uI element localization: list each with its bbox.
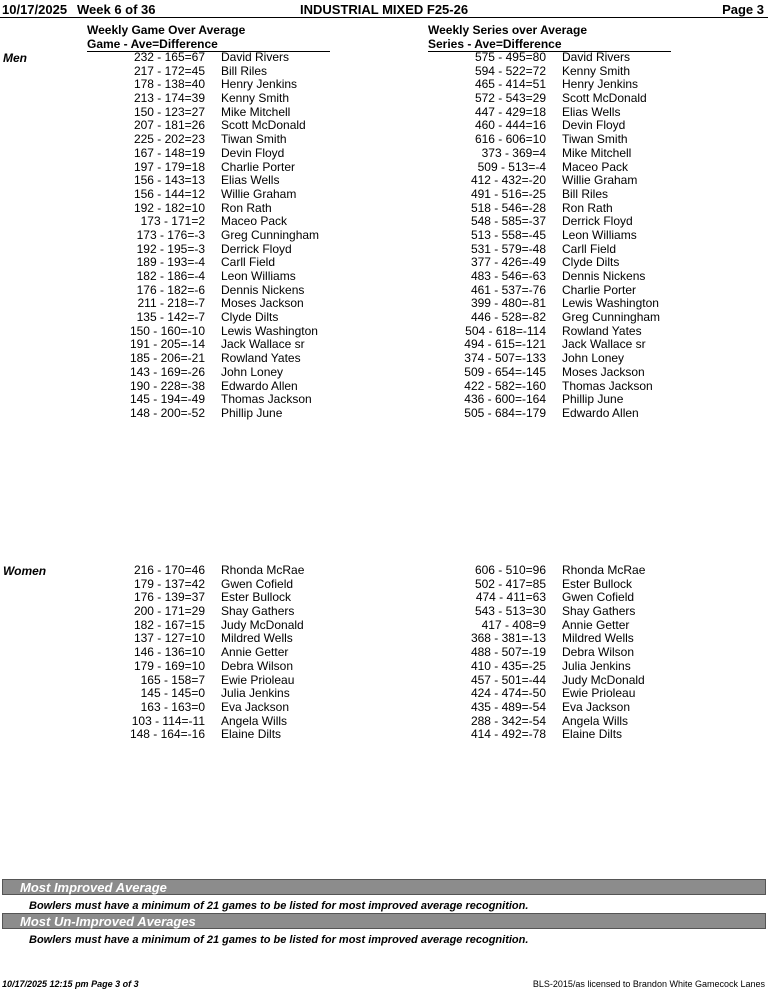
bowler-name: Dennis Nickens xyxy=(562,269,646,283)
list-item xyxy=(80,672,295,688)
bowler-name: Jack Wallace sr xyxy=(562,337,646,352)
most-unimproved-banner: Most Un-Improved Averages xyxy=(2,913,766,929)
score-difference: 145 - 145=0 xyxy=(140,686,205,701)
bowler-name: Judy McDonald xyxy=(221,617,304,632)
list-item xyxy=(420,200,613,216)
bowler-name: David Rivers xyxy=(562,50,631,64)
header-divider xyxy=(0,17,768,18)
list-item xyxy=(80,323,318,339)
score-difference: 179 - 169=10 xyxy=(133,658,205,673)
list-item xyxy=(80,337,305,352)
list-item xyxy=(420,563,646,578)
score-difference: 163 - 163=0 xyxy=(140,699,205,714)
score-difference: 182 - 167=15 xyxy=(133,617,205,632)
bowler-name: Bill Riles xyxy=(221,63,268,78)
bowler-name: Gwen Cofield xyxy=(562,590,635,605)
bowler-name: Bill Riles xyxy=(562,186,609,201)
bowler-name: David Rivers xyxy=(221,50,290,64)
list-item xyxy=(80,563,305,578)
score-difference: 288 - 342=-54 xyxy=(470,713,546,728)
list-item xyxy=(80,590,292,605)
list-item xyxy=(80,241,292,257)
list-item xyxy=(80,713,288,729)
score-difference: 505 - 684=-179 xyxy=(464,405,546,420)
bowler-name: Ester Bullock xyxy=(562,576,633,591)
score-difference: 191 - 205=-14 xyxy=(129,337,205,352)
score-difference: 447 - 429=18 xyxy=(474,104,546,119)
score-difference: 148 - 200=-52 xyxy=(129,405,205,420)
bowler-name: Lewis Washington xyxy=(221,323,318,338)
score-difference: 165 - 158=7 xyxy=(140,672,205,687)
list-item xyxy=(80,159,296,175)
bowler-name: Ewie Prioleau xyxy=(221,672,295,687)
score-difference: 216 - 170=46 xyxy=(133,563,205,577)
list-item xyxy=(420,323,642,339)
list-item xyxy=(80,631,293,646)
score-difference: 211 - 218=-7 xyxy=(137,296,205,311)
score-difference: 457 - 501=-44 xyxy=(470,672,546,687)
bowler-name: Charlie Porter xyxy=(221,159,296,174)
score-difference: 575 - 495=80 xyxy=(474,50,546,64)
list-item xyxy=(80,282,305,298)
list-item xyxy=(80,378,298,394)
score-difference: 182 - 186=-4 xyxy=(136,269,205,283)
bowler-name: Eva Jackson xyxy=(221,699,290,714)
score-difference: 616 - 606=10 xyxy=(474,132,546,147)
list-item xyxy=(80,173,280,188)
score-difference: 185 - 206=-21 xyxy=(129,351,205,366)
bowler-name: Thomas Jackson xyxy=(562,378,653,393)
list-item xyxy=(420,658,631,674)
women-game-list xyxy=(80,563,305,742)
bowler-name: Kenny Smith xyxy=(562,63,631,78)
list-item xyxy=(420,214,633,229)
list-item xyxy=(420,378,653,394)
score-difference: 232 - 165=67 xyxy=(133,50,205,64)
bowler-name: Willie Graham xyxy=(562,173,638,188)
list-item xyxy=(420,351,625,366)
bowler-name: Charlie Porter xyxy=(562,282,637,297)
bowler-name: Greg Cunningham xyxy=(221,227,320,242)
bowler-name: Greg Cunningham xyxy=(562,310,661,325)
score-difference: 417 - 408=9 xyxy=(481,617,546,632)
section-women: Women xyxy=(3,564,47,578)
bowler-name: Carll Field xyxy=(221,255,276,270)
score-difference: 148 - 164=-16 xyxy=(129,727,205,742)
bowler-name: Dennis Nickens xyxy=(221,282,305,297)
score-difference: 494 - 615=-121 xyxy=(464,337,546,352)
game-column-title: Weekly Game Over Average xyxy=(87,23,246,37)
bowler-name: Julia Jenkins xyxy=(562,658,631,673)
score-difference: 461 - 537=-76 xyxy=(470,282,546,297)
bowler-name: Devin Floyd xyxy=(562,118,626,133)
series-column-title: Weekly Series over Average xyxy=(428,23,587,37)
bowler-name: Edwardo Allen xyxy=(221,378,298,393)
list-item xyxy=(80,727,282,742)
score-difference: 167 - 148=19 xyxy=(133,145,205,160)
bowler-name: Elias Wells xyxy=(221,173,280,188)
list-item xyxy=(420,405,639,421)
bowler-name: Carll Field xyxy=(562,241,617,256)
score-difference: 446 - 528=-82 xyxy=(470,310,546,325)
list-item xyxy=(80,132,287,147)
score-difference: 207 - 181=26 xyxy=(133,118,205,133)
list-item xyxy=(80,269,296,284)
bowler-name: Tiwan Smith xyxy=(562,132,628,147)
score-difference: 173 - 171=2 xyxy=(140,214,205,229)
bowler-name: Shay Gathers xyxy=(562,604,636,619)
bowler-name: Mike Mitchell xyxy=(562,145,632,160)
most-improved-banner: Most Improved Average xyxy=(2,879,766,895)
bowler-name: Debra Wilson xyxy=(562,645,635,660)
list-item xyxy=(420,241,617,257)
list-item xyxy=(420,645,635,660)
list-item xyxy=(420,186,609,202)
bowler-name: Edwardo Allen xyxy=(562,405,639,420)
bowler-name: Phillip June xyxy=(562,392,624,407)
score-difference: 460 - 444=16 xyxy=(474,118,546,133)
score-difference: 414 - 492=-78 xyxy=(470,727,546,742)
list-item xyxy=(80,686,290,701)
score-difference: 217 - 172=45 xyxy=(133,63,205,78)
list-item xyxy=(80,658,294,674)
score-difference: 548 - 585=-37 xyxy=(470,214,546,229)
bowler-name: Angela Wills xyxy=(221,713,288,728)
score-difference: 179 - 137=42 xyxy=(133,576,205,591)
bowler-name: Moses Jackson xyxy=(221,296,304,311)
score-difference: 373 - 369=4 xyxy=(481,145,546,160)
bowler-name: Leon Williams xyxy=(562,227,637,242)
bowler-name: Devin Floyd xyxy=(221,145,285,160)
list-item xyxy=(420,672,645,688)
score-difference: 213 - 174=39 xyxy=(133,91,205,106)
score-difference: 377 - 426=-49 xyxy=(470,255,546,270)
score-difference: 594 - 522=72 xyxy=(474,63,546,78)
list-item xyxy=(80,118,306,133)
score-difference: 422 - 582=-160 xyxy=(464,378,546,393)
bowler-name: Gwen Cofield xyxy=(221,576,294,591)
section-men: Men xyxy=(3,51,27,65)
score-difference: 192 - 182=10 xyxy=(133,200,205,215)
bowler-name: Maceo Pack xyxy=(221,214,288,229)
report-date: 10/17/2025 xyxy=(2,2,68,17)
list-item xyxy=(80,364,284,380)
bowler-name: Scott McDonald xyxy=(221,118,306,133)
footer-license: BLS-2015/as licensed to Brandon White Gamecock Lanes xyxy=(532,979,765,989)
most-improved-note: Bowlers must have a minimum of 21 games to be listed for most improved average recognition. xyxy=(29,900,529,912)
list-item xyxy=(420,364,645,380)
list-item xyxy=(420,77,639,92)
score-difference: 436 - 600=-164 xyxy=(464,392,546,407)
list-item xyxy=(420,617,630,633)
list-item xyxy=(80,351,301,366)
bowler-name: Ron Rath xyxy=(221,200,272,215)
bowler-name: Tiwan Smith xyxy=(221,132,287,147)
bowler-name: Thomas Jackson xyxy=(221,392,312,407)
bowler-name: Elaine Dilts xyxy=(562,727,623,742)
bowler-name: Henry Jenkins xyxy=(221,77,298,92)
score-difference: 513 - 558=-45 xyxy=(470,227,546,242)
score-difference: 190 - 228=-38 xyxy=(129,378,205,393)
list-item xyxy=(420,604,636,619)
list-item xyxy=(420,590,635,605)
bowler-name: Mildred Wells xyxy=(221,631,293,646)
score-difference: 176 - 139=37 xyxy=(133,590,205,605)
bowler-name: Jack Wallace sr xyxy=(221,337,305,352)
series-column-subtitle: Series - Ave=Difference xyxy=(428,37,671,52)
list-item xyxy=(80,576,294,592)
list-item xyxy=(420,173,638,188)
bowler-name: Willie Graham xyxy=(221,186,297,201)
list-item xyxy=(420,699,631,715)
bowler-name: John Loney xyxy=(221,364,284,379)
bowler-name: Moses Jackson xyxy=(562,364,645,379)
score-difference: 424 - 474=-50 xyxy=(470,686,546,701)
list-item xyxy=(420,296,659,311)
footer-timestamp: 10/17/2025 12:15 pm Page 3 of 3 xyxy=(2,979,139,989)
list-item xyxy=(420,159,629,175)
bowler-name: Derrick Floyd xyxy=(221,241,292,256)
score-difference: 531 - 579=-48 xyxy=(470,241,546,256)
bowler-name: Ester Bullock xyxy=(221,590,292,605)
score-difference: 156 - 143=13 xyxy=(133,173,205,188)
list-item xyxy=(420,269,646,284)
score-difference: 200 - 171=29 xyxy=(133,604,205,619)
bowler-name: Scott McDonald xyxy=(562,91,647,106)
list-item xyxy=(80,617,304,633)
list-item xyxy=(80,186,297,202)
score-difference: 465 - 414=51 xyxy=(474,77,546,92)
score-difference: 176 - 182=-6 xyxy=(136,282,205,297)
score-difference: 502 - 417=85 xyxy=(474,576,546,591)
bowler-name: Shay Gathers xyxy=(221,604,295,619)
list-item xyxy=(420,576,633,592)
men-series-list xyxy=(420,50,661,421)
list-item xyxy=(420,310,661,325)
score-difference: 156 - 144=12 xyxy=(133,186,205,201)
score-difference: 488 - 507=-19 xyxy=(470,645,546,660)
score-difference: 374 - 507=-133 xyxy=(464,351,546,366)
score-difference: 173 - 176=-3 xyxy=(136,227,205,242)
list-item xyxy=(80,604,295,619)
list-item xyxy=(420,727,623,742)
list-item xyxy=(420,132,628,147)
score-difference: 410 - 435=-25 xyxy=(470,658,546,673)
bowler-name: Phillip June xyxy=(221,405,283,420)
list-item xyxy=(420,255,620,270)
score-difference: 189 - 193=-4 xyxy=(136,255,205,270)
bowler-name: Julia Jenkins xyxy=(221,686,290,701)
list-item xyxy=(80,392,312,407)
bowler-name: John Loney xyxy=(562,351,625,366)
score-difference: 143 - 169=-26 xyxy=(129,364,205,379)
score-difference: 135 - 142=-7 xyxy=(136,310,205,325)
list-item xyxy=(80,645,289,660)
score-difference: 435 - 489=-54 xyxy=(470,699,546,714)
bowler-name: Elaine Dilts xyxy=(221,727,282,742)
bowler-name: Eva Jackson xyxy=(562,699,631,714)
bowler-name: Judy McDonald xyxy=(562,672,645,687)
bowler-name: Ewie Prioleau xyxy=(562,686,636,701)
list-item xyxy=(80,227,320,243)
score-difference: 150 - 123=27 xyxy=(133,104,205,119)
week-label: Week 6 of 36 xyxy=(77,2,156,17)
list-item xyxy=(420,145,632,161)
list-item xyxy=(80,104,291,120)
bowler-name: Rhonda McRae xyxy=(221,563,305,577)
women-series-list xyxy=(420,563,646,742)
men-game-list xyxy=(80,50,320,421)
bowler-name: Ron Rath xyxy=(562,200,613,215)
list-item xyxy=(80,200,272,216)
game-column-subtitle: Game - Ave=Difference xyxy=(87,37,330,52)
list-item xyxy=(420,392,624,407)
list-item xyxy=(420,282,637,298)
score-difference: 145 - 194=-49 xyxy=(129,392,205,407)
score-difference: 491 - 516=-25 xyxy=(470,186,546,201)
list-item xyxy=(80,296,304,311)
list-item xyxy=(80,145,285,161)
bowler-name: Rowland Yates xyxy=(562,323,642,338)
score-difference: 103 - 114=-11 xyxy=(131,713,205,728)
list-item xyxy=(420,631,634,646)
score-difference: 572 - 543=29 xyxy=(474,91,546,106)
list-item xyxy=(80,214,288,229)
score-difference: 474 - 411=63 xyxy=(475,590,546,605)
league-title: INDUSTRIAL MIXED F25-26 xyxy=(300,2,469,17)
series-column-header xyxy=(428,23,671,52)
list-item xyxy=(80,63,268,79)
list-item xyxy=(420,63,631,79)
bowler-name: Annie Getter xyxy=(562,617,630,632)
list-item xyxy=(420,118,626,133)
score-difference: 197 - 179=18 xyxy=(133,159,205,174)
score-difference: 509 - 513=-4 xyxy=(477,159,546,174)
list-item xyxy=(80,310,279,325)
list-item xyxy=(420,713,629,729)
list-item xyxy=(420,227,637,243)
list-item xyxy=(420,686,636,701)
score-difference: 412 - 432=-20 xyxy=(470,173,546,188)
bowler-name: Mike Mitchell xyxy=(221,104,291,119)
list-item xyxy=(80,699,290,715)
score-difference: 509 - 654=-145 xyxy=(464,364,546,379)
bowler-name: Henry Jenkins xyxy=(562,77,639,92)
list-item xyxy=(420,50,631,65)
score-difference: 399 - 480=-81 xyxy=(470,296,546,311)
score-difference: 178 - 138=40 xyxy=(133,77,205,92)
score-difference: 504 - 618=-114 xyxy=(465,323,546,338)
bowler-name: Elias Wells xyxy=(562,104,621,119)
list-item xyxy=(420,104,621,120)
list-item xyxy=(80,255,276,270)
bowler-name: Mildred Wells xyxy=(562,631,634,646)
most-unimproved-note: Bowlers must have a minimum of 21 games to be listed for most improved average recognition. xyxy=(29,934,529,946)
list-item xyxy=(80,50,290,65)
list-item xyxy=(80,91,290,106)
bowler-name: Derrick Floyd xyxy=(562,214,633,229)
bowler-name: Clyde Dilts xyxy=(562,255,620,270)
score-difference: 368 - 381=-13 xyxy=(470,631,546,646)
bowler-name: Lewis Washington xyxy=(562,296,659,311)
bowler-name: Clyde Dilts xyxy=(221,310,279,325)
score-difference: 146 - 136=10 xyxy=(133,645,205,660)
score-difference: 606 - 510=96 xyxy=(474,563,546,577)
page-number: Page 3 xyxy=(722,2,764,17)
bowler-name: Angela Wills xyxy=(562,713,629,728)
bowler-name: Leon Williams xyxy=(221,269,296,283)
bowler-name: Annie Getter xyxy=(221,645,289,660)
bowler-name: Kenny Smith xyxy=(221,91,290,106)
score-difference: 543 - 513=30 xyxy=(474,604,546,619)
list-item xyxy=(420,91,647,106)
list-item xyxy=(80,77,298,92)
score-difference: 150 - 160=-10 xyxy=(129,323,205,338)
score-difference: 137 - 127=10 xyxy=(133,631,205,646)
score-difference: 518 - 546=-28 xyxy=(470,200,546,215)
bowler-name: Maceo Pack xyxy=(562,159,629,174)
page-header xyxy=(0,2,768,17)
bowler-name: Debra Wilson xyxy=(221,658,294,673)
bowler-name: Rhonda McRae xyxy=(562,563,646,577)
list-item xyxy=(420,337,646,352)
score-difference: 192 - 195=-3 xyxy=(136,241,205,256)
bowler-name: Rowland Yates xyxy=(221,351,301,366)
score-difference: 225 - 202=23 xyxy=(133,132,205,147)
score-difference: 483 - 546=-63 xyxy=(470,269,546,283)
game-column-header xyxy=(87,23,330,52)
list-item xyxy=(80,405,283,421)
